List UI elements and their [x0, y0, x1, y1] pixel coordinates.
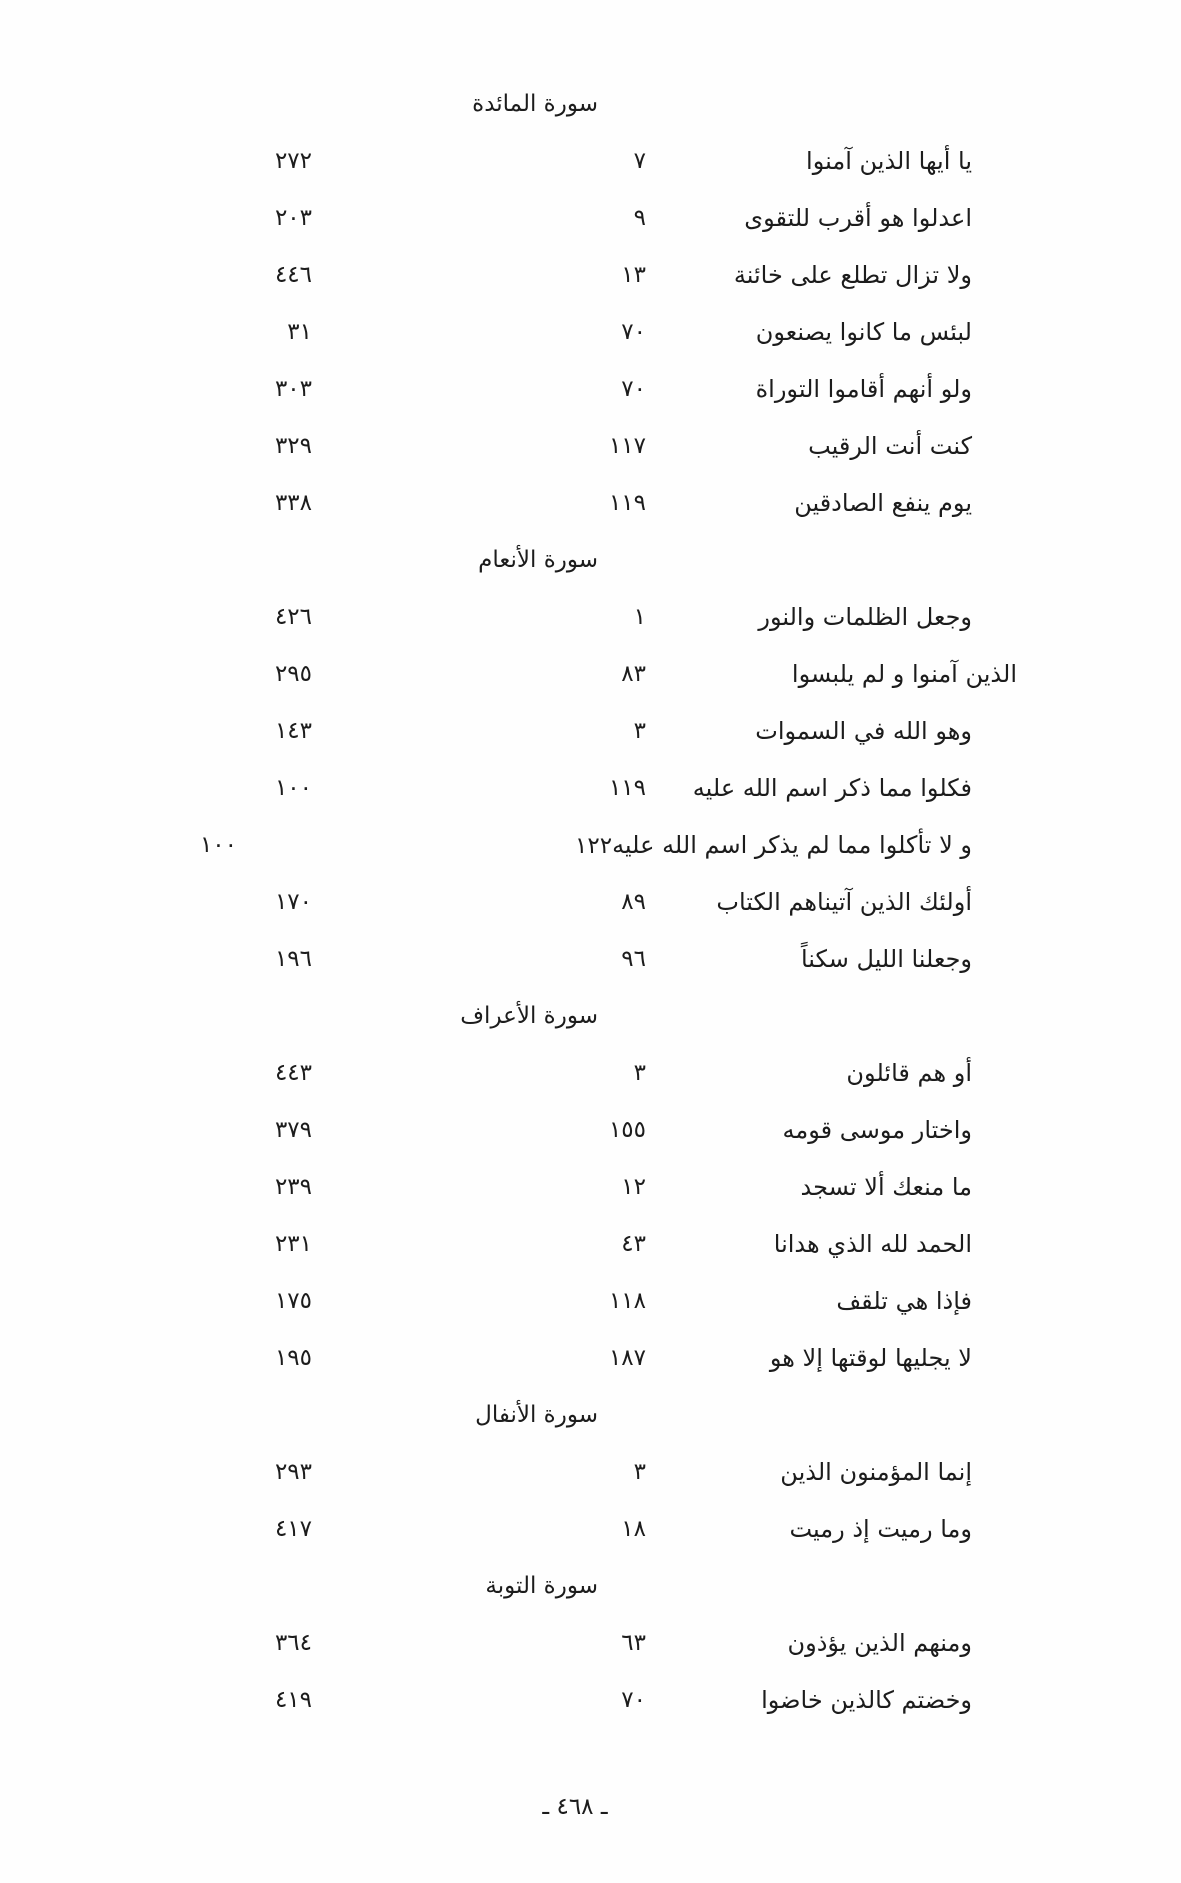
- index-entry: [0, 1273, 1181, 1330]
- verse-number: ١١٨: [608, 1288, 646, 1314]
- verse-text: وجعلنا الليل سكناً: [800, 945, 972, 973]
- index-entry: [0, 1501, 1181, 1558]
- verse-text: فإذا هي تلقف: [836, 1287, 972, 1315]
- surah-heading-row: [0, 76, 1181, 133]
- verse-number: ٨٩: [621, 889, 646, 915]
- verse-number: ٩: [633, 205, 646, 231]
- index-entry: [0, 1216, 1181, 1273]
- verse-text: واختار موسى قومه: [782, 1116, 972, 1144]
- verse-text: ومنهم الذين يؤذون: [787, 1629, 972, 1657]
- verse-number: ٦٣: [621, 1630, 646, 1656]
- surah-heading: سورة الأعراف: [460, 1003, 598, 1029]
- index-entry: [0, 418, 1181, 475]
- verse-index: [0, 76, 1181, 1729]
- surah-heading: سورة التوبة: [485, 1573, 598, 1599]
- verse-number: ١٣: [621, 262, 646, 288]
- verse-text: اعدلوا هو أقرب للتقوى: [744, 204, 972, 232]
- verse-number: ١١٩: [608, 490, 646, 516]
- verse-text-with-number: [575, 817, 972, 875]
- surah-heading-row: [0, 988, 1181, 1045]
- index-entry: [0, 475, 1181, 532]
- verse-number: ١٢: [621, 1174, 646, 1200]
- verse-number: ١٢٢: [575, 833, 613, 859]
- page-reference: ٣٠٣: [274, 376, 312, 402]
- verse-number: ٧: [633, 148, 646, 174]
- verse-text: لا يجليها لوقتها إلا هو: [769, 1344, 972, 1372]
- index-entry: [0, 1102, 1181, 1159]
- page-reference: ٢٩٥: [274, 661, 312, 687]
- page-reference: ٢٣٩: [274, 1174, 312, 1200]
- verse-text: ولا تزال تطلع على خائنة: [733, 261, 972, 289]
- verse-text: يوم ينفع الصادقين: [794, 489, 972, 517]
- page-reference: ٢٩٣: [274, 1459, 312, 1485]
- verse-number: ١٨٧: [608, 1345, 646, 1371]
- verse-text: وخضتم كالذين خاضوا: [761, 1686, 972, 1714]
- verse-text: أو هم قائلون: [846, 1059, 972, 1087]
- page-number: ـ ٤٦٨ ـ: [542, 1794, 608, 1820]
- index-entry: [0, 190, 1181, 247]
- index-entry: [0, 874, 1181, 931]
- page-reference: ١٠٠: [199, 832, 237, 858]
- page-reference: ٣٦٤: [274, 1630, 312, 1656]
- index-entry: [0, 361, 1181, 418]
- page-reference: ٤١٧: [274, 1516, 312, 1542]
- verse-number: ٣: [633, 1060, 646, 1086]
- verse-number: ٤٣: [621, 1231, 646, 1257]
- verse-number: ٣: [633, 718, 646, 744]
- page-reference: ٤٤٣: [274, 1060, 312, 1086]
- verse-number: ٧٠: [621, 319, 646, 345]
- verse-text: وما رميت إذ رميت: [789, 1515, 972, 1543]
- page-reference: ١٠٠: [274, 775, 312, 801]
- page-reference: ٤١٩: [274, 1687, 312, 1713]
- page-reference: ٣٢٩: [274, 433, 312, 459]
- verse-number: ١٥٥: [608, 1117, 646, 1143]
- verse-text: كنت أنت الرقيب: [808, 432, 972, 460]
- index-entry: [0, 1672, 1181, 1729]
- surah-heading: سورة المائدة: [472, 91, 598, 117]
- index-entry: [0, 247, 1181, 304]
- page-reference: ١٧٥: [274, 1288, 312, 1314]
- index-entry: [0, 931, 1181, 988]
- verse-number: ١: [633, 604, 646, 630]
- verse-text: و لا تأكلوا مما لم يذكر اسم الله عليه: [612, 831, 972, 859]
- verse-number: ٩٦: [621, 946, 646, 972]
- index-entry: [0, 133, 1181, 190]
- verse-text: يا أيها الذين آمنوا: [806, 147, 972, 175]
- verse-text: وجعل الظلمات والنور: [758, 603, 972, 631]
- page-reference: ٢٧٢: [274, 148, 312, 174]
- index-entry: [0, 703, 1181, 760]
- index-entry: [0, 589, 1181, 646]
- page-reference: ١٧٠: [274, 889, 312, 915]
- verse-text: الذين آمنوا و لم يلبسوا: [791, 660, 1017, 688]
- page-reference: ٣٣٨: [274, 490, 312, 516]
- index-entry: [0, 304, 1181, 361]
- index-entry: [0, 1615, 1181, 1672]
- verse-number: ٨٣: [621, 661, 646, 687]
- page-reference: ٤٤٦: [274, 262, 312, 288]
- page-reference: ١٤٣: [274, 718, 312, 744]
- verse-text: ما منعك ألا تسجد: [800, 1173, 972, 1201]
- page-reference: ١٩٥: [274, 1345, 312, 1371]
- index-entry: [0, 1330, 1181, 1387]
- surah-heading: سورة الأنعام: [478, 547, 598, 573]
- index-entry: [0, 646, 1181, 703]
- verse-number: ٣: [633, 1459, 646, 1485]
- verse-number: ٧٠: [621, 1687, 646, 1713]
- page-reference: ٢٣١: [274, 1231, 312, 1257]
- surah-heading: سورة الأنفال: [475, 1402, 598, 1428]
- index-entry: [0, 817, 1181, 874]
- page-reference: ٣٧٩: [274, 1117, 312, 1143]
- surah-heading-row: [0, 532, 1181, 589]
- surah-heading-row: [0, 1558, 1181, 1615]
- verse-number: ١٨: [621, 1516, 646, 1542]
- verse-text: الحمد لله الذي هدانا: [773, 1230, 972, 1258]
- page-reference: ٣١: [287, 319, 312, 345]
- page-reference: ١٩٦: [274, 946, 312, 972]
- page-reference: ٤٢٦: [274, 604, 312, 630]
- verse-number: ٧٠: [621, 376, 646, 402]
- verse-text: لبئس ما كانوا يصنعون: [755, 318, 972, 346]
- verse-text: وهو الله في السموات: [755, 717, 972, 745]
- verse-text: أولئك الذين آتيناهم الكتاب: [716, 888, 972, 916]
- verse-text: فكلوا مما ذكر اسم الله عليه: [692, 774, 972, 802]
- index-entry: [0, 1159, 1181, 1216]
- surah-heading-row: [0, 1387, 1181, 1444]
- verse-text: ولو أنهم أقاموا التوراة: [755, 375, 972, 403]
- index-entry: [0, 1045, 1181, 1102]
- index-entry: [0, 1444, 1181, 1501]
- verse-text: إنما المؤمنون الذين: [780, 1458, 972, 1486]
- index-entry: [0, 760, 1181, 817]
- verse-number: ١١٧: [608, 433, 646, 459]
- verse-number: ١١٩: [608, 775, 646, 801]
- page-reference: ٢٠٣: [274, 205, 312, 231]
